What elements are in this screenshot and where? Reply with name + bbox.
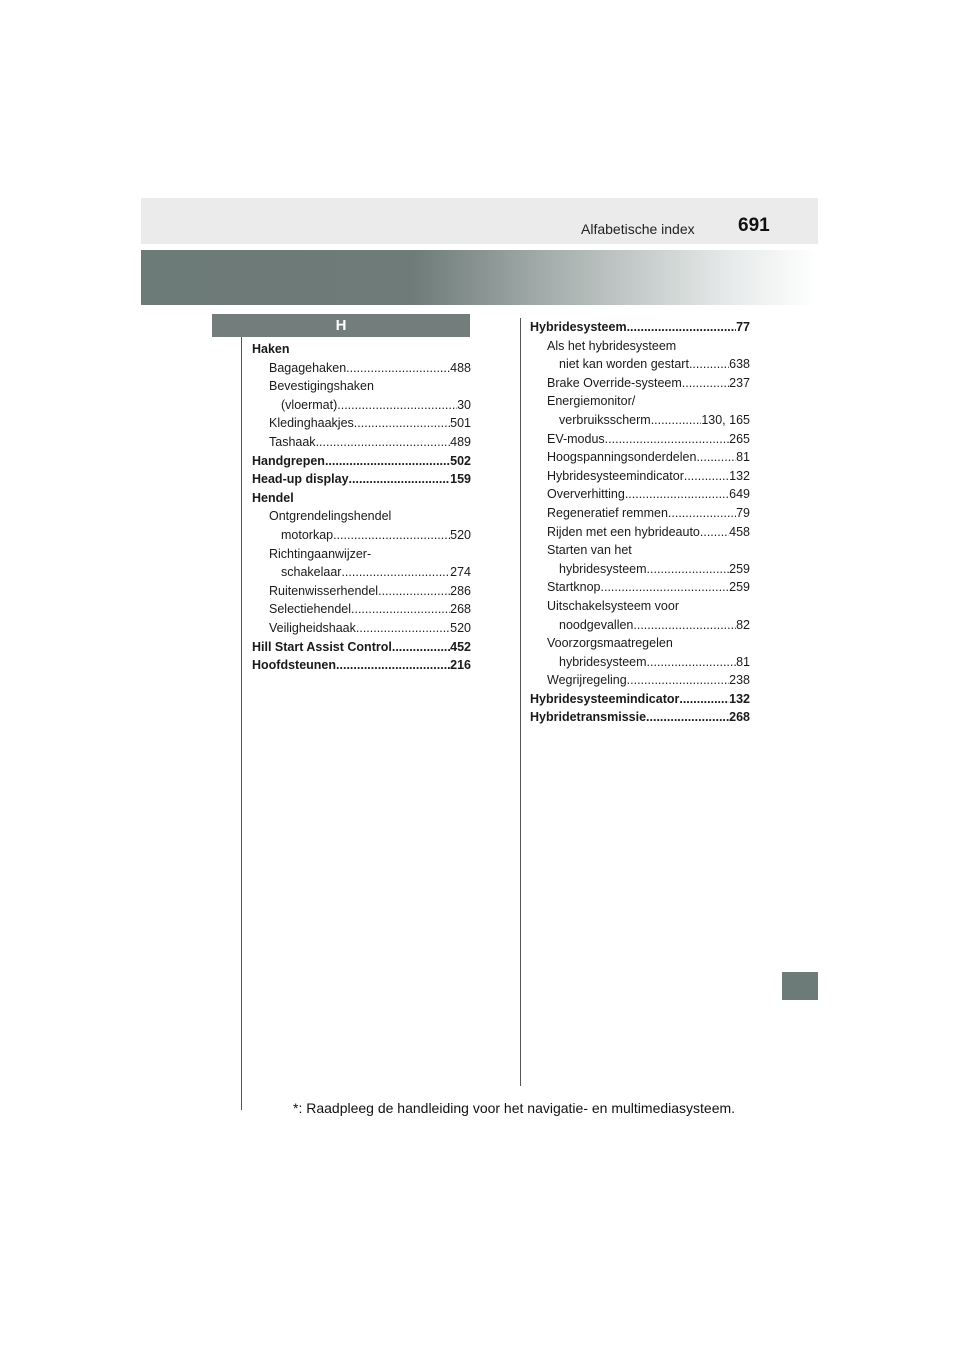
dot-leader: [346, 359, 450, 378]
index-heading: Hendel: [252, 490, 294, 505]
index-entry-page: 81: [736, 450, 750, 465]
index-entry-page: 458: [729, 524, 750, 539]
index-entry-label: Veiligheidshaak: [269, 620, 356, 635]
index-entry: [252, 359, 471, 378]
index-entry: [530, 374, 750, 393]
index-entry-page: 159: [450, 472, 471, 487]
index-entry-page: 130, 165: [701, 412, 750, 427]
dot-leader: [341, 563, 450, 582]
chapter-side-tab: [782, 972, 818, 1000]
dot-leader: [651, 411, 702, 430]
index-entry-page: 81: [736, 654, 750, 669]
index-heading: Voorzorgsmaatregelen: [547, 636, 673, 651]
index-entry: [252, 563, 471, 582]
index-entry-page: 501: [450, 416, 471, 431]
dot-leader: [627, 318, 737, 337]
index-entry-label: Regeneratief remmen: [547, 505, 668, 520]
index-entry-label: noodgevallen: [559, 617, 634, 632]
index-heading: Als het hybridesysteem: [547, 338, 677, 353]
index-entry: [252, 470, 471, 489]
index-entry-label: hybridesysteem: [559, 654, 647, 669]
dot-leader: [601, 578, 730, 597]
index-entry-label: Hoogspanningsonderdelen: [547, 450, 697, 465]
index-entry-page: 488: [450, 360, 471, 375]
index-entry-page: 274: [450, 565, 471, 580]
index-heading: Energiemonitor/: [547, 394, 636, 409]
index-heading: Richtingaanwijzer-: [269, 546, 372, 561]
dot-leader: [605, 430, 729, 449]
section-letter: H: [335, 317, 347, 334]
dot-leader: [700, 523, 729, 542]
index-entry: [530, 411, 750, 430]
index-entry-page: 268: [729, 710, 750, 725]
index-entry: [530, 653, 750, 672]
footnote: *: Raadpleeg de handleiding voor het navigatie- en multimediasysteem.: [293, 1100, 736, 1116]
index-entry-label: Oververhitting: [547, 487, 625, 502]
index-entry-label: Startknop: [547, 580, 601, 595]
index-entry-label: Ruitenwisserhendel: [269, 583, 379, 598]
index-entry: [252, 526, 471, 545]
index-entry-label: Bagagehaken: [269, 360, 347, 375]
dot-leader: [679, 690, 729, 709]
index-entry-page: 520: [450, 620, 471, 635]
dot-leader: [354, 414, 450, 433]
index-entry-page: 237: [729, 375, 750, 390]
index-entry-label: Handgrepen: [252, 453, 325, 468]
dot-leader: [647, 653, 737, 672]
index-entry-label: EV-modus: [547, 431, 605, 446]
index-entry-page: 259: [729, 580, 750, 595]
index-entry-page: 649: [729, 487, 750, 502]
index-entry: [530, 504, 750, 523]
middle-column-divider: [520, 318, 521, 1086]
index-entry-page: 82: [736, 617, 750, 632]
decorative-gradient-band: [141, 250, 818, 305]
index-entry-label: Hybridesysteem: [530, 320, 627, 334]
index-entry-label: niet kan worden gestart: [559, 357, 689, 372]
index-entry: [252, 414, 471, 433]
index-heading: Ontgrendelingshendel: [269, 509, 392, 524]
index-entry: [530, 467, 750, 486]
page-number: 691: [738, 215, 770, 236]
dot-leader: [696, 448, 736, 467]
section-letter-badge: [212, 314, 470, 337]
dot-leader: [351, 600, 450, 619]
index-entry: [252, 433, 471, 452]
index-heading: Haken: [252, 342, 290, 356]
index-entry-label: Hill Start Assist Control: [252, 639, 392, 654]
index-entry-page: 238: [729, 673, 750, 688]
index-entry: [530, 578, 750, 597]
index-entry: [530, 430, 750, 449]
index-entry-page: 286: [450, 583, 471, 598]
dot-leader: [336, 656, 450, 675]
dot-leader: [684, 467, 729, 486]
index-entry: [530, 671, 750, 690]
dot-leader: [627, 671, 729, 690]
index-entry-label: Wegrijregeling: [547, 673, 627, 688]
index-heading: Bevestigingshaken: [269, 379, 374, 394]
index-entry-label: (vloermat): [281, 397, 338, 412]
index-entry: [530, 355, 750, 374]
index-entry-label: Kledinghaakjes: [269, 416, 354, 431]
index-entry-label: Hoofdsteunen: [252, 658, 337, 673]
index-entry-label: Hybridetransmissie: [530, 710, 647, 725]
index-entry: [252, 452, 471, 471]
index-heading: Starten van het: [547, 543, 632, 558]
dot-leader: [689, 355, 729, 374]
index-entry-label: schakelaar: [281, 565, 342, 580]
index-entry-page: 502: [450, 453, 471, 468]
dot-leader: [325, 452, 450, 471]
index-entry: [530, 523, 750, 542]
dot-leader: [333, 526, 450, 545]
index-entry: [530, 616, 750, 635]
index-entry: [252, 396, 471, 415]
index-entry-page: 638: [729, 357, 750, 372]
index-entry: [530, 448, 750, 467]
dot-leader: [378, 582, 450, 601]
dot-leader: [668, 504, 736, 523]
index-heading: Uitschakelsysteem voor: [547, 598, 679, 613]
index-entry-page: 520: [450, 527, 471, 542]
index-entry: [530, 485, 750, 504]
index-entry: [252, 600, 471, 619]
index-column-left: [252, 340, 471, 675]
index-entry-label: verbruiksscherm: [559, 412, 651, 427]
index-entry-page: 30: [457, 397, 471, 412]
index-entry-page: 265: [729, 431, 750, 446]
index-entry-page: 268: [450, 602, 471, 617]
index-entry-page: 452: [450, 639, 471, 654]
index-entry: [530, 690, 750, 709]
dot-leader: [316, 433, 451, 452]
index-entry: [530, 560, 750, 579]
index-entry-page: 259: [729, 561, 750, 576]
dot-leader: [625, 485, 729, 504]
index-entry: [530, 318, 750, 337]
index-entry-label: Selectiehendel: [269, 602, 352, 617]
dot-leader: [349, 470, 451, 489]
index-entry: [530, 708, 750, 727]
index-entry-page: 132: [729, 691, 750, 706]
page-header-title: Alfabetische index: [581, 221, 695, 237]
index-entry-page: 77: [736, 320, 750, 334]
dot-leader: [646, 708, 729, 727]
index-entry-label: Tashaak: [269, 434, 316, 449]
index-entry: [252, 638, 471, 657]
index-entry-label: Hybridesysteemindicator: [547, 468, 684, 483]
index-entry-label: Brake Override-systeem: [547, 375, 682, 390]
index-entry: [252, 582, 471, 601]
index-entry-label: Hybridesysteemindicator: [530, 691, 680, 706]
header-bar: [141, 198, 818, 244]
dot-leader: [647, 560, 730, 579]
index-column-right: [530, 318, 750, 727]
index-entry-page: 216: [450, 658, 471, 673]
index-entry: [252, 656, 471, 675]
left-column-divider: [241, 337, 242, 1110]
index-entry-label: Rijden met een hybrideauto: [547, 524, 700, 539]
dot-leader: [356, 619, 450, 638]
index-entry-label: Head-up display: [252, 472, 349, 487]
index-entry: [252, 619, 471, 638]
index-entry-label: motorkap: [281, 527, 334, 542]
dot-leader: [337, 396, 457, 415]
index-entry-page: 489: [450, 434, 471, 449]
dot-leader: [633, 616, 736, 635]
index-entry-label: hybridesysteem: [559, 561, 647, 576]
index-entry-page: 79: [736, 505, 750, 520]
dot-leader: [682, 374, 729, 393]
index-entry-page: 132: [729, 468, 750, 483]
dot-leader: [392, 638, 450, 657]
